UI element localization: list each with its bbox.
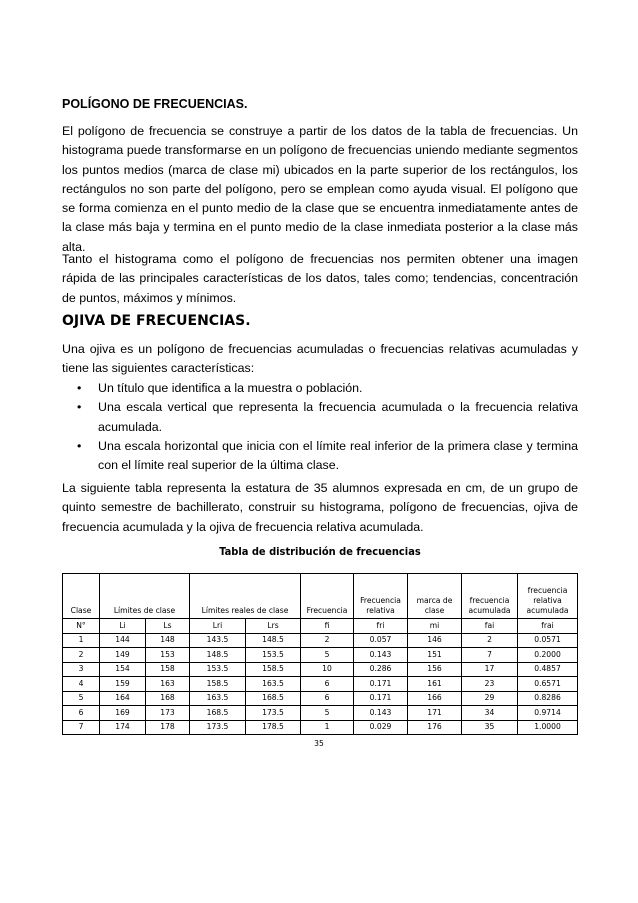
- characteristics-list: [62, 379, 578, 475]
- subheader-cell: Lrs: [246, 619, 301, 634]
- table-cell: 0.286: [354, 662, 408, 677]
- subheader-cell: Ls: [146, 619, 190, 634]
- subheader-cell: mi: [408, 619, 462, 634]
- bullet-icon: •: [77, 381, 82, 395]
- table-cell: 173.5: [246, 706, 301, 721]
- section-title-ojiva: OJIVA DE FRECUENCIAS.: [62, 313, 251, 329]
- table-cell: 0.171: [354, 677, 408, 692]
- table-cell: 6: [301, 677, 354, 692]
- table-row: [63, 720, 578, 735]
- subheader-cell: Li: [100, 619, 146, 634]
- table-cell: 153: [146, 648, 190, 663]
- bullet-icon: •: [77, 438, 82, 453]
- table-cell: 1: [301, 720, 354, 735]
- header-limites-reales: Límites reales de clase: [190, 574, 301, 619]
- table-cell: 169: [100, 706, 146, 721]
- table-cell: 3: [63, 662, 100, 677]
- table-cell: 166: [408, 691, 462, 706]
- table-cell: 0.6571: [518, 677, 578, 692]
- table-cell: 0.0571: [518, 633, 578, 648]
- table-cell: 158: [146, 662, 190, 677]
- table-cell: 0.057: [354, 633, 408, 648]
- table-cell: 6: [301, 691, 354, 706]
- table-cell: 144: [100, 633, 146, 648]
- table-cell: 154: [100, 662, 146, 677]
- table-cell: 7: [63, 720, 100, 735]
- table-row: [63, 648, 578, 663]
- table-row: [63, 633, 578, 648]
- table-cell: 178.5: [246, 720, 301, 735]
- table-cell: 34: [462, 706, 518, 721]
- table-cell: 153.5: [190, 662, 246, 677]
- table-cell: 4: [63, 677, 100, 692]
- table-cell: 168: [146, 691, 190, 706]
- table-cell: 158.5: [190, 677, 246, 692]
- subheader-cell: Lri: [190, 619, 246, 634]
- list-item: • Un título que identifica a la muestra o población.: [62, 379, 578, 398]
- table-cell: 158.5: [246, 662, 301, 677]
- table-cell: 153.5: [246, 648, 301, 663]
- subheader-cell: fri: [354, 619, 408, 634]
- paragraph-ojiva-definition: Una ojiva es un polígono de frecuencias acumuladas o frecuencias relativas acumuladas y tiene las siguientes características:: [62, 342, 578, 376]
- table-cell: 163.5: [190, 691, 246, 706]
- table-cell: 171: [408, 706, 462, 721]
- table-cell: 146: [408, 633, 462, 648]
- table-cell: 148.5: [246, 633, 301, 648]
- table-cell: 148.5: [190, 648, 246, 663]
- table-cell: 10: [301, 662, 354, 677]
- table-cell: 151: [408, 648, 462, 663]
- frequency-table: [62, 573, 578, 735]
- table-header-row: [63, 574, 578, 619]
- paragraph-poligono-definition: El polígono de frecuencia se construye a partir de los datos de la tabla de frecuencias. Un histograma puede transformarse en un polígono de frecuencias uniendo mediante segmentos los puntos medios (marca de clase mi) ubicados en la parte superior de los rectángulos, los rectángulos no son parte del polígono, pero se emplean como ayuda visual. El polígono que se forma comienza en el punto medio de la clase que se encuentra inmediatamente antes de la clase más baja y termina en el punto medio de la clase inmediata posterior a la clase más alta.: [62, 124, 578, 254]
- table-cell: 164: [100, 691, 146, 706]
- paragraph-histogram-comparison: Tanto el histograma como el polígono de frecuencias nos permiten obtener una imagen rápida de las principales características de los datos, tales como; tendencias, concentración de puntos, máximos y mínimos.: [62, 252, 578, 305]
- header-clase: Clase: [63, 574, 100, 619]
- page-number: 35: [314, 739, 324, 748]
- table-cell: 163.5: [246, 677, 301, 692]
- table-cell: 2: [462, 633, 518, 648]
- table-cell: 156: [408, 662, 462, 677]
- table-cell: 0.2000: [518, 648, 578, 663]
- table-cell: 178: [146, 720, 190, 735]
- table-cell: 168.5: [246, 691, 301, 706]
- header-limites: Límites de clase: [100, 574, 190, 619]
- paragraph-exercise: La siguiente tabla representa la estatura de 35 alumnos expresada en cm, de un grupo de quinto semestre de bachillerato, construir su histograma, polígono de frecuencias, ojiva de frecuencia acumulada y la ojiva de frecuencia relativa acumulada.: [62, 481, 578, 534]
- table-cell: 1.0000: [518, 720, 578, 735]
- table-cell: 1: [63, 633, 100, 648]
- table-row: [63, 677, 578, 692]
- table-cell: 0.029: [354, 720, 408, 735]
- table-cell: 5: [63, 691, 100, 706]
- header-frecuencia-relativa: Frecuencia relativa: [354, 574, 408, 619]
- table-cell: 163: [146, 677, 190, 692]
- section-title-poligono: POLÍGONO DE FRECUENCIAS.: [62, 97, 248, 111]
- table-cell: 143.5: [190, 633, 246, 648]
- table-cell: 0.143: [354, 706, 408, 721]
- table-body: [63, 633, 578, 735]
- table-cell: 176: [408, 720, 462, 735]
- table-cell: 17: [462, 662, 518, 677]
- table-cell: 23: [462, 677, 518, 692]
- subheader-cell: fai: [462, 619, 518, 634]
- table-cell: 148: [146, 633, 190, 648]
- subheader-cell: frai: [518, 619, 578, 634]
- bullet-icon: •: [77, 400, 82, 415]
- table-cell: 173.5: [190, 720, 246, 735]
- table-row: [63, 662, 578, 677]
- list-item: • Una escala horizontal que inicia con el límite real inferior de la primera clase y termina con el límite real superior de la última clase.: [77, 438, 578, 473]
- table-cell: 0.8286: [518, 691, 578, 706]
- table-cell: 168.5: [190, 706, 246, 721]
- table-cell: 35: [462, 720, 518, 735]
- table-cell: 0.143: [354, 648, 408, 663]
- table-cell: 174: [100, 720, 146, 735]
- table-cell: 0.9714: [518, 706, 578, 721]
- table-cell: 5: [301, 648, 354, 663]
- table-cell: 5: [301, 706, 354, 721]
- header-frecuencia-relativa-acumulada: frecuencia relativa acumulada: [518, 574, 578, 619]
- table-cell: 7: [462, 648, 518, 663]
- table-row: [63, 706, 578, 721]
- table-row: [63, 691, 578, 706]
- table-cell: 149: [100, 648, 146, 663]
- header-frecuencia: Frecuencia: [301, 574, 354, 619]
- table-cell: 159: [100, 677, 146, 692]
- table-caption: Tabla de distribución de frecuencias: [219, 545, 421, 558]
- subheader-cell: fi: [301, 619, 354, 634]
- table-cell: 2: [63, 648, 100, 663]
- list-item: • Una escala vertical que representa la frecuencia acumulada o la frecuencia relativa acumulada.: [77, 400, 578, 434]
- table-cell: 2: [301, 633, 354, 648]
- table-cell: 6: [63, 706, 100, 721]
- header-frecuencia-acumulada: frecuencia acumulada: [462, 574, 518, 619]
- table-cell: 29: [462, 691, 518, 706]
- table-cell: 0.4857: [518, 662, 578, 677]
- table-subheader-row: [63, 619, 578, 634]
- table-cell: 0.171: [354, 691, 408, 706]
- table-cell: 161: [408, 677, 462, 692]
- table-cell: 173: [146, 706, 190, 721]
- header-marca-clase: marca de clase: [408, 574, 462, 619]
- subheader-cell: N°: [63, 619, 100, 634]
